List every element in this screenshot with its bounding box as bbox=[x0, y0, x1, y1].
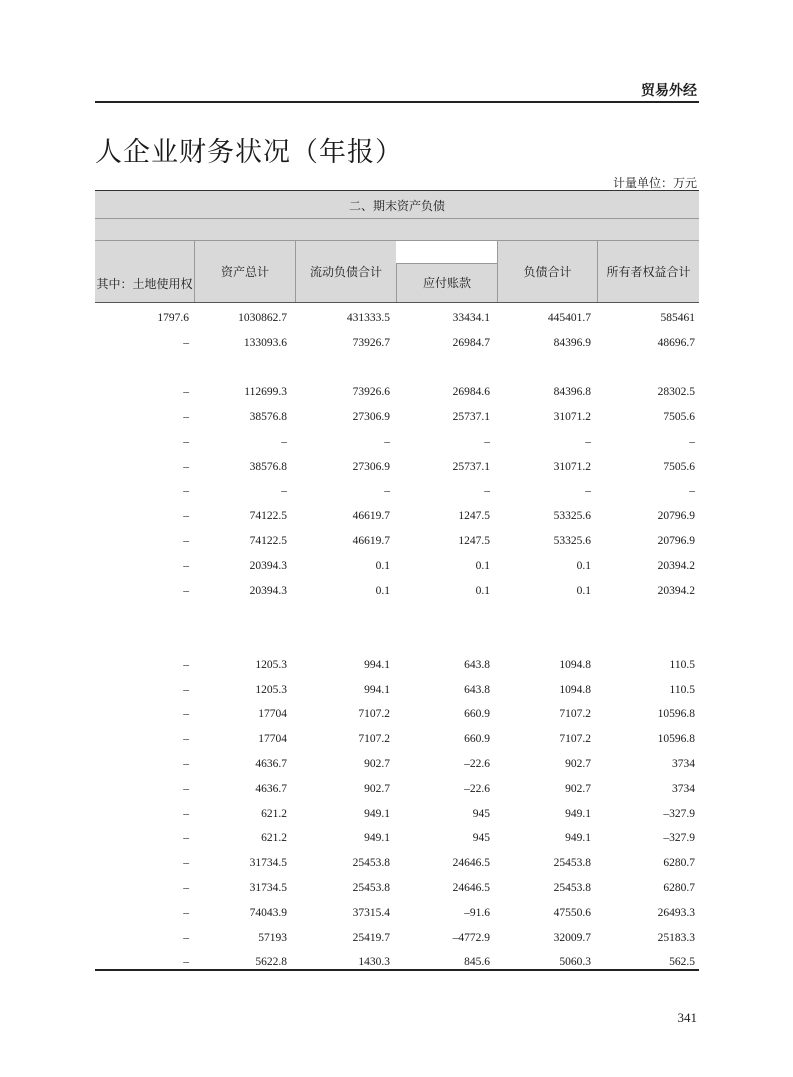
table-cell: 994.1 bbox=[364, 683, 390, 696]
header-bottom-rule bbox=[95, 302, 699, 303]
table-cell: 4636.7 bbox=[255, 758, 287, 771]
table-cell: –22.6 bbox=[464, 758, 490, 771]
table-cell: – bbox=[183, 832, 189, 845]
table-cell: 20796.9 bbox=[657, 510, 695, 523]
col-header-payable: 应付账款 bbox=[397, 263, 497, 302]
table-cell: 7107.2 bbox=[559, 708, 591, 721]
table-row bbox=[95, 430, 699, 455]
table-cell: 25453.8 bbox=[352, 881, 390, 894]
table-cell: – bbox=[183, 559, 189, 572]
table-cell: – bbox=[384, 485, 390, 498]
table-cell: 25183.3 bbox=[657, 931, 695, 944]
unit-label: 计量单位：万元 bbox=[612, 176, 697, 190]
table-cell: – bbox=[484, 485, 490, 498]
grid-line bbox=[597, 241, 598, 302]
table-cell: 7107.2 bbox=[559, 733, 591, 746]
table-cell: 73926.7 bbox=[352, 336, 390, 349]
table-cell: 84396.8 bbox=[553, 386, 591, 399]
table-cell: 74122.5 bbox=[249, 535, 287, 548]
table-cell: 1030862.7 bbox=[238, 312, 287, 324]
table-row bbox=[95, 529, 699, 554]
table-cell: 1205.3 bbox=[255, 658, 287, 671]
band-empty-row bbox=[95, 219, 699, 241]
table-row bbox=[95, 727, 699, 752]
table-cell: – bbox=[281, 485, 287, 498]
table-row bbox=[95, 826, 699, 851]
table-row bbox=[95, 777, 699, 802]
table-cell: – bbox=[183, 758, 189, 771]
table-row bbox=[95, 802, 699, 827]
table-cell: 643.8 bbox=[464, 683, 490, 696]
table-cell: 20796.9 bbox=[657, 535, 695, 548]
table-cell: 7107.2 bbox=[358, 733, 390, 746]
table-cell: 25737.1 bbox=[452, 460, 490, 473]
table-row bbox=[95, 479, 699, 504]
table-cell: 0.1 bbox=[475, 584, 490, 597]
table-cell: 10596.8 bbox=[657, 708, 695, 721]
table-cell: 38576.8 bbox=[249, 411, 287, 424]
table-cell: 660.9 bbox=[464, 708, 490, 721]
table-cell: 431333.5 bbox=[346, 312, 390, 324]
table-cell: 37315.4 bbox=[352, 906, 390, 919]
table-row bbox=[95, 554, 699, 579]
table-cell: – bbox=[183, 906, 189, 919]
table-cell: 20394.2 bbox=[657, 584, 695, 597]
table-cell: 1797.6 bbox=[157, 312, 189, 324]
table-cell: – bbox=[183, 782, 189, 795]
table-cell: 47550.6 bbox=[553, 906, 591, 919]
page-number: 341 bbox=[677, 1010, 697, 1025]
table-cell: – bbox=[183, 683, 189, 696]
table-cell: 4636.7 bbox=[255, 782, 287, 795]
table-cell: – bbox=[183, 708, 189, 721]
table-cell: 902.7 bbox=[364, 758, 390, 771]
band-title-row bbox=[95, 191, 699, 219]
table-cell: –327.9 bbox=[663, 832, 695, 845]
table-cell: 1094.8 bbox=[559, 658, 591, 671]
table-cell: 660.9 bbox=[464, 733, 490, 746]
table-row bbox=[95, 851, 699, 876]
table-cell: 38576.8 bbox=[249, 460, 287, 473]
table-cell: –22.6 bbox=[464, 782, 490, 795]
table-row bbox=[95, 504, 699, 529]
col-header-equity: 所有者权益合计 bbox=[598, 241, 699, 302]
table-cell: 25453.8 bbox=[352, 857, 390, 870]
table-cell: – bbox=[183, 931, 189, 944]
table-cell: 32009.7 bbox=[553, 931, 591, 944]
col-header-land: 其中：土地使用权 bbox=[95, 241, 194, 302]
table-cell: – bbox=[183, 435, 189, 448]
table-cell: 6280.7 bbox=[663, 857, 695, 870]
table-row bbox=[95, 678, 699, 703]
table-cell: 28302.5 bbox=[657, 386, 695, 399]
col-header-assets: 资产总计 bbox=[195, 241, 295, 302]
page-title: 人企业财务状况（年报） bbox=[95, 137, 403, 168]
table-cell: 112699.3 bbox=[244, 386, 287, 399]
table-cell: 621.2 bbox=[261, 807, 287, 820]
table-cell: 26984.7 bbox=[452, 336, 490, 349]
table-cell: 74043.9 bbox=[249, 906, 287, 919]
table-cell: 0.1 bbox=[375, 559, 390, 572]
table-cell: – bbox=[183, 956, 189, 969]
table-cell: – bbox=[384, 435, 390, 448]
table-cell: 110.5 bbox=[669, 683, 695, 696]
grid-line bbox=[497, 241, 498, 302]
table-cell: 562.5 bbox=[669, 956, 695, 969]
table-cell: – bbox=[183, 336, 189, 349]
table-cell: 133093.6 bbox=[243, 336, 287, 349]
table-cell: 1247.5 bbox=[458, 510, 490, 523]
table-cell: 31071.2 bbox=[553, 411, 591, 424]
table-row bbox=[95, 603, 699, 628]
table-cell: 46619.7 bbox=[352, 510, 390, 523]
table-cell: – bbox=[183, 584, 189, 597]
col-header-current: 流动负债合计 bbox=[296, 241, 396, 302]
table-cell: 10596.8 bbox=[657, 733, 695, 746]
table-cell: 902.7 bbox=[364, 782, 390, 795]
grid-line bbox=[396, 263, 397, 302]
table-cell: 17704 bbox=[258, 733, 287, 746]
table-cell: 902.7 bbox=[565, 782, 591, 795]
col-header-liab: 负债合计 bbox=[498, 241, 597, 302]
table-cell: 3734 bbox=[672, 782, 695, 795]
table-cell: 25737.1 bbox=[452, 411, 490, 424]
grid-line bbox=[396, 263, 497, 264]
table-cell: 994.1 bbox=[364, 658, 390, 671]
table-cell: – bbox=[585, 435, 591, 448]
table-cell: 7107.2 bbox=[358, 708, 390, 721]
table-cell: 1205.3 bbox=[255, 683, 287, 696]
table-cell: – bbox=[183, 535, 189, 548]
table-cell: 0.1 bbox=[576, 559, 591, 572]
table-cell: 949.1 bbox=[565, 807, 591, 820]
table-cell: 7505.6 bbox=[663, 411, 695, 424]
table-cell: – bbox=[689, 485, 695, 498]
table-cell: 1430.3 bbox=[358, 956, 390, 969]
table-cell: 6280.7 bbox=[663, 881, 695, 894]
table-cell: 53325.6 bbox=[553, 535, 591, 548]
table-cell: – bbox=[484, 435, 490, 448]
table-cell: 0.1 bbox=[375, 584, 390, 597]
table-row bbox=[95, 405, 699, 430]
table-cell: 5060.3 bbox=[559, 956, 591, 969]
table-cell: – bbox=[183, 485, 189, 498]
table-cell: – bbox=[183, 857, 189, 870]
table-cell: – bbox=[183, 460, 189, 473]
table-cell: 73926.6 bbox=[352, 386, 390, 399]
table-cell: – bbox=[183, 733, 189, 746]
table-cell: 621.2 bbox=[261, 832, 287, 845]
table-row bbox=[95, 628, 699, 653]
table-cell: 27306.9 bbox=[352, 411, 390, 424]
table-cell: 20394.3 bbox=[249, 559, 287, 572]
table-cell: 445401.7 bbox=[547, 312, 591, 324]
table-row bbox=[95, 653, 699, 678]
table-cell: 53325.6 bbox=[553, 510, 591, 523]
table-cell: 26984.6 bbox=[452, 386, 490, 399]
table-cell: 24646.5 bbox=[452, 857, 490, 870]
table-cell: 949.1 bbox=[364, 807, 390, 820]
table-cell: 17704 bbox=[258, 708, 287, 721]
table-cell: 46619.7 bbox=[352, 535, 390, 548]
table-cell: – bbox=[183, 881, 189, 894]
table-row bbox=[95, 752, 699, 777]
table-row bbox=[95, 950, 699, 975]
table-cell: 949.1 bbox=[364, 832, 390, 845]
table-cell: 0.1 bbox=[576, 584, 591, 597]
table-bottom-rule bbox=[95, 969, 699, 971]
table-row bbox=[95, 356, 699, 381]
table-cell: – bbox=[183, 658, 189, 671]
table-row bbox=[95, 876, 699, 901]
table-cell: 949.1 bbox=[565, 832, 591, 845]
table-cell: 48696.7 bbox=[657, 336, 695, 349]
table-cell: 31734.5 bbox=[249, 881, 287, 894]
table-cell: 74122.5 bbox=[249, 510, 287, 523]
table-cell: – bbox=[585, 485, 591, 498]
table-cell: 33434.1 bbox=[452, 312, 490, 324]
table-cell: 5622.8 bbox=[255, 956, 287, 969]
section-header: 贸易外经 bbox=[641, 83, 697, 99]
table-cell: 945 bbox=[472, 807, 490, 820]
table-cell: 25453.8 bbox=[553, 881, 591, 894]
header-rule bbox=[95, 101, 699, 103]
table-cell: 585461 bbox=[660, 312, 695, 324]
table-cell: 20394.2 bbox=[657, 559, 695, 572]
grid-line bbox=[194, 241, 195, 302]
table-cell: 845.6 bbox=[464, 956, 490, 969]
table-cell: 0.1 bbox=[475, 559, 490, 572]
table-cell: 31734.5 bbox=[249, 857, 287, 870]
table-row bbox=[95, 702, 699, 727]
table-cell: 84396.9 bbox=[553, 336, 591, 349]
table-cell: –91.6 bbox=[464, 906, 490, 919]
table-cell: 3734 bbox=[672, 758, 695, 771]
table-cell: –4772.9 bbox=[452, 931, 490, 944]
table-cell: 902.7 bbox=[565, 758, 591, 771]
grid-line bbox=[295, 241, 296, 302]
table-cell: 7505.6 bbox=[663, 460, 695, 473]
table-cell: 25453.8 bbox=[553, 857, 591, 870]
table-cell: – bbox=[183, 807, 189, 820]
table-cell: 27306.9 bbox=[352, 460, 390, 473]
table-row bbox=[95, 901, 699, 926]
table-cell: – bbox=[183, 510, 189, 523]
table-cell: – bbox=[183, 386, 189, 399]
table-cell: 1247.5 bbox=[458, 535, 490, 548]
table-cell: 1094.8 bbox=[559, 683, 591, 696]
table-row bbox=[95, 926, 699, 951]
table-cell: 31071.2 bbox=[553, 460, 591, 473]
band-title: 二、期末资产负债 bbox=[348, 199, 445, 213]
table-cell: – bbox=[183, 411, 189, 424]
table-cell: 20394.3 bbox=[249, 584, 287, 597]
table-row bbox=[95, 306, 699, 331]
table-cell: 25419.7 bbox=[352, 931, 390, 944]
table-cell: 643.8 bbox=[464, 658, 490, 671]
table-row bbox=[95, 579, 699, 604]
table-cell: 26493.3 bbox=[657, 906, 695, 919]
table-cell: 24646.5 bbox=[452, 881, 490, 894]
table-row bbox=[95, 380, 699, 405]
table-cell: – bbox=[281, 435, 287, 448]
table-cell: 945 bbox=[472, 832, 490, 845]
table-row bbox=[95, 455, 699, 480]
table-cell: –327.9 bbox=[663, 807, 695, 820]
table-row bbox=[95, 331, 699, 356]
table-cell: – bbox=[689, 435, 695, 448]
table-cell: 57193 bbox=[258, 931, 287, 944]
table-cell: 110.5 bbox=[669, 658, 695, 671]
